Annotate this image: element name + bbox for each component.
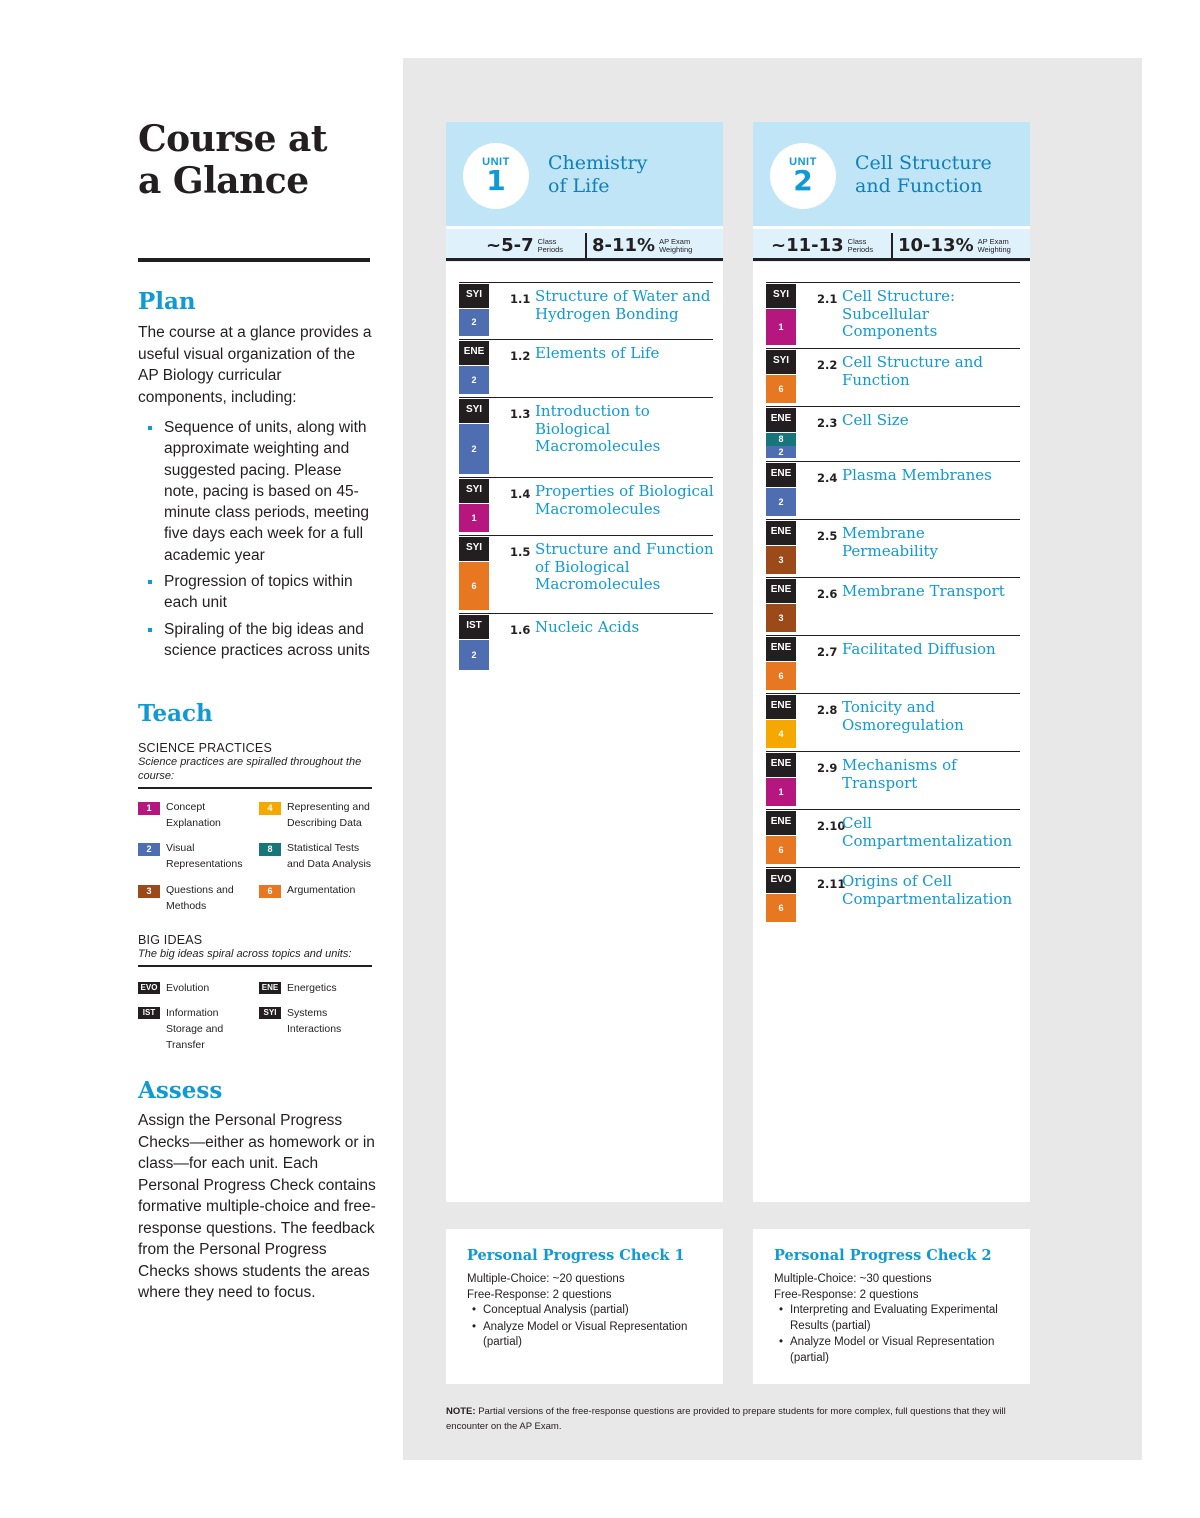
- big-idea-tag: ENE: [766, 463, 796, 487]
- science-practice-bar: 2: [766, 488, 796, 516]
- topic-name[interactable]: Mechanisms of Transport: [842, 756, 957, 792]
- exam-weighting-label-line: AP Exam: [977, 236, 1009, 246]
- unit-label: UNIT: [482, 156, 510, 168]
- page-title-line2: a Glance: [138, 160, 309, 202]
- topic-number: 2.1: [817, 292, 838, 306]
- science-practice-label: Representing and Describing Data: [287, 801, 370, 829]
- exam-weighting-value: 10-13%: [898, 235, 974, 256]
- big-ideas-subtitle: The big ideas spiral across topics and units:: [138, 948, 352, 960]
- class-periods-label-line: Class: [847, 236, 867, 246]
- class-periods-label: [538, 238, 563, 254]
- divider: [138, 965, 372, 967]
- topic-name[interactable]: Origins of Cell Compartmentalization: [842, 872, 1013, 908]
- science-practice-number: 2: [138, 843, 160, 856]
- topic-row: [459, 535, 713, 613]
- big-idea-label: Energetics: [287, 982, 337, 994]
- exam-weighting-label: [978, 238, 1011, 254]
- unit-title-line: Cell Structure: [855, 152, 992, 174]
- unit-badge: [463, 143, 529, 209]
- topic-row: [766, 693, 1020, 751]
- topic-name[interactable]: Structure of Water and Hydrogen Bonding: [535, 287, 711, 323]
- science-practice-item: [259, 800, 377, 831]
- plan-bullet: Sequence of units, along with approximate weighting and suggested pacing. Please note, pacing is based on 45-minute class periods, meeting five days each week for a full academic year: [146, 417, 376, 566]
- stat-divider: [891, 233, 893, 261]
- topic-number: 2.4: [817, 471, 838, 485]
- science-practice-bar: 3: [766, 604, 796, 632]
- big-idea-tag: IST: [138, 1007, 160, 1019]
- big-idea-tag: EVO: [766, 869, 796, 893]
- topic-number: 2.8: [817, 703, 838, 717]
- science-practice-bar: 2: [766, 446, 796, 459]
- topic-number: 1.3: [510, 407, 531, 421]
- science-practice-bar: 1: [459, 504, 489, 532]
- big-idea-tag: ENE: [766, 753, 796, 777]
- unit-stats: [753, 226, 1030, 262]
- stat-divider: [585, 233, 587, 261]
- unit-header: [446, 122, 723, 226]
- topic-row: [766, 406, 1020, 461]
- big-idea-tag: SYI: [766, 350, 796, 374]
- topic-row: [459, 397, 713, 477]
- ppc-title: Personal Progress Check 1: [467, 1247, 685, 1264]
- big-idea-tag: ENE: [259, 982, 281, 994]
- science-practice-number: 4: [259, 802, 281, 815]
- teach-heading: Teach: [138, 700, 213, 727]
- topic-name[interactable]: Cell Compartmentalization: [842, 814, 1013, 850]
- big-idea-item: [259, 1005, 379, 1037]
- unit-stats: [446, 226, 723, 262]
- class-periods: [486, 235, 563, 256]
- science-practice-number: 1: [138, 802, 160, 815]
- ppc-multiple-choice: Multiple-Choice: ~30 questions: [774, 1273, 932, 1285]
- topic-row: [459, 339, 713, 397]
- big-idea-tag: ENE: [766, 637, 796, 661]
- unit-title-line: and Function: [855, 175, 983, 197]
- topic-row: [766, 751, 1020, 809]
- science-practice-number: 8: [259, 843, 281, 856]
- topic-name[interactable]: Plasma Membranes: [842, 466, 992, 484]
- big-idea-item: [138, 1005, 258, 1053]
- personal-progress-check: [753, 1229, 1030, 1384]
- class-periods-label-line: Periods: [847, 244, 874, 254]
- footnote-label: NOTE:: [446, 1406, 476, 1417]
- science-practices-subtitle: Science practices are spiralled throughout the course:: [138, 756, 362, 782]
- science-practice-item: [259, 883, 377, 899]
- big-ideas-header: [138, 933, 372, 967]
- plan-intro: The course at a glance provides a useful visual organization of the AP Biology curricular components, including:: [138, 324, 372, 406]
- science-practice-item: [138, 883, 256, 914]
- class-periods-value: ~5-7: [486, 235, 534, 256]
- topic-number: 2.5: [817, 529, 838, 543]
- big-idea-tag: ENE: [766, 521, 796, 545]
- big-idea-tag: SYI: [766, 284, 796, 308]
- assess-text: Assign the Personal Progress Checks—either as homework or in class—for each unit. Each Personal Progress Check contains formative multiple-choice and free-response questions. The feedback from the Personal Progress Checks shows students the areas where they need to focus.: [138, 1112, 376, 1301]
- page-title: [138, 118, 374, 202]
- class-periods-value: ~11-13: [771, 235, 844, 256]
- science-practice-label: Questions and Methods: [166, 884, 234, 912]
- big-ideas-title: BIG IDEAS: [138, 933, 203, 947]
- topic-name[interactable]: Cell Size: [842, 411, 909, 429]
- topic-number: 1.6: [510, 623, 531, 637]
- science-practice-label: Concept Explanation: [166, 801, 221, 829]
- page-title-line1: Course at: [138, 118, 327, 160]
- ppc-free-response: Free-Response: 2 questions: [774, 1289, 919, 1301]
- divider: [138, 787, 372, 789]
- exam-weighting-label: [659, 238, 692, 254]
- plan-bullet: Progression of topics within each unit: [146, 571, 376, 614]
- science-practice-bar: 1: [766, 778, 796, 806]
- class-periods: [771, 235, 873, 256]
- big-idea-item: [138, 980, 258, 996]
- topic-number: 1.2: [510, 349, 531, 363]
- class-periods-label: [848, 238, 873, 254]
- topic-number: 2.6: [817, 587, 838, 601]
- unit-title: [548, 152, 647, 198]
- science-practice-bar: 2: [459, 366, 489, 394]
- exam-weighting: [898, 235, 1011, 256]
- science-practice-bar: 2: [459, 424, 489, 474]
- ppc-list: [779, 1303, 1019, 1367]
- topic-row: [766, 867, 1020, 925]
- title-divider: [138, 258, 370, 262]
- science-practice-item: [138, 841, 256, 872]
- topic-row: [459, 613, 713, 673]
- science-practice-label: Visual Representations: [166, 842, 243, 870]
- topic-name[interactable]: Membrane Permeability: [842, 524, 939, 560]
- topic-number: 1.1: [510, 292, 531, 306]
- topic-number: 2.9: [817, 761, 838, 775]
- topic-number: 2.3: [817, 416, 838, 430]
- class-periods-label-line: Periods: [537, 244, 564, 254]
- topic-name[interactable]: Properties of Biological Macromolecules: [535, 482, 714, 518]
- topic-row: [766, 348, 1020, 406]
- big-idea-tag: ENE: [766, 579, 796, 603]
- topic-name[interactable]: Elements of Life: [535, 344, 660, 362]
- unit-header: [753, 122, 1030, 226]
- topic-name[interactable]: Tonicity and Osmoregulation: [842, 698, 964, 734]
- science-practice-label: Statistical Tests and Data Analysis: [287, 842, 372, 870]
- big-idea-tag: EVO: [138, 982, 160, 994]
- topic-number: 1.5: [510, 545, 531, 559]
- big-idea-tag: ENE: [766, 408, 796, 432]
- science-practice-label: Argumentation: [287, 884, 356, 896]
- topic-row: [766, 461, 1020, 519]
- science-practice-item: [138, 800, 256, 831]
- assess-heading: Assess: [138, 1077, 223, 1104]
- unit-title: [855, 152, 992, 198]
- science-practice-bar: 8: [766, 433, 796, 446]
- science-practice-bar: 6: [459, 562, 489, 610]
- big-idea-tag: SYI: [459, 537, 489, 561]
- science-practice-bar: 4: [766, 720, 796, 748]
- topic-row: [766, 519, 1020, 577]
- ppc-multiple-choice: Multiple-Choice: ~20 questions: [467, 1273, 625, 1285]
- science-practice-bar: 6: [766, 894, 796, 922]
- science-practice-item: [259, 841, 377, 872]
- exam-weighting-label-line: Weighting: [977, 244, 1011, 254]
- topic-number: 2.10: [817, 819, 846, 833]
- science-practice-bar: 6: [766, 662, 796, 690]
- exam-weighting-label-line: Weighting: [659, 244, 693, 254]
- big-idea-item: [259, 980, 379, 996]
- big-idea-tag: ENE: [766, 811, 796, 835]
- topic-name[interactable]: Nucleic Acids: [535, 618, 640, 636]
- topic-name[interactable]: Cell Structure and Function: [842, 353, 983, 389]
- topic-number: 2.2: [817, 358, 838, 372]
- science-practice-bar: 3: [766, 546, 796, 574]
- unit-column: [446, 122, 723, 1202]
- science-practice-number: 6: [259, 885, 281, 898]
- topic-row: [766, 577, 1020, 635]
- science-practice-bar: 6: [766, 375, 796, 403]
- exam-weighting: [592, 235, 692, 256]
- big-idea-tag: SYI: [459, 399, 489, 423]
- unit-number: 2: [793, 164, 813, 197]
- topic-row: [766, 635, 1020, 693]
- topic-row: [459, 477, 713, 535]
- big-idea-tag: SYI: [459, 479, 489, 503]
- big-idea-tag: IST: [459, 615, 489, 639]
- science-practice-bar: 1: [766, 309, 796, 345]
- big-idea-tag: SYI: [459, 284, 489, 308]
- plan-heading: Plan: [138, 288, 196, 315]
- stats-rule: [753, 258, 1030, 261]
- exam-weighting-label-line: AP Exam: [659, 236, 691, 246]
- science-practice-bar: 2: [459, 640, 489, 670]
- topic-number: 2.7: [817, 645, 838, 659]
- plan-bullet: Spiraling of the big ideas and science practices across units: [146, 619, 376, 662]
- class-periods-label-line: Class: [537, 236, 557, 246]
- ppc-list-item: • Analyze Model or Visual Representation (partial): [779, 1335, 1019, 1366]
- topic-row: [766, 809, 1020, 867]
- unit-number: 1: [486, 164, 506, 197]
- ppc-list-item: • Analyze Model or Visual Representation (partial): [472, 1320, 712, 1351]
- topic-name[interactable]: Facilitated Diffusion: [842, 640, 996, 658]
- topic-row: [459, 282, 713, 339]
- ppc-list: [472, 1303, 712, 1352]
- plan-bullets: [146, 417, 376, 666]
- science-practice-bar: 6: [766, 836, 796, 864]
- ppc-free-response: Free-Response: 2 questions: [467, 1289, 612, 1301]
- ppc-list-item: • Conceptual Analysis (partial): [472, 1303, 712, 1319]
- stats-rule: [446, 258, 723, 261]
- topic-name[interactable]: Structure and Function of Biological Macromolecules: [535, 540, 714, 593]
- big-idea-tag: SYI: [259, 1007, 281, 1019]
- topic-name[interactable]: Cell Structure: Subcellular Components: [842, 287, 956, 340]
- big-idea-label: Information Storage and Transfer: [166, 1007, 224, 1051]
- footnote-text: Partial versions of the free-response questions are provided to prepare students for more complex, full questions that they will encounter on the AP Exam.: [446, 1406, 1006, 1432]
- footnote: [446, 1404, 1036, 1434]
- unit-badge: [770, 143, 836, 209]
- science-practices-title: SCIENCE PRACTICES: [138, 741, 272, 755]
- unit-column: [753, 122, 1030, 1202]
- topic-row: [766, 282, 1020, 348]
- unit-title-line: of Life: [548, 175, 610, 197]
- ppc-list-item: • Interpreting and Evaluating Experimental Results (partial): [779, 1303, 1019, 1334]
- topic-number: 2.11: [817, 877, 846, 891]
- topic-name[interactable]: Membrane Transport: [842, 582, 1005, 600]
- science-practice-number: 3: [138, 885, 160, 898]
- unit-title-line: Chemistry: [548, 152, 648, 174]
- ppc-title: Personal Progress Check 2: [774, 1247, 992, 1264]
- science-practices-header: [138, 741, 372, 789]
- topic-number: 1.4: [510, 487, 531, 501]
- unit-label: UNIT: [789, 156, 817, 168]
- big-idea-label: Evolution: [166, 982, 210, 994]
- exam-weighting-value: 8-11%: [592, 235, 656, 256]
- big-idea-label: Systems Interactions: [287, 1007, 342, 1035]
- topic-name[interactable]: Introduction to Biological Macromolecules: [535, 402, 661, 455]
- big-idea-tag: ENE: [766, 695, 796, 719]
- personal-progress-check: [446, 1229, 723, 1384]
- science-practice-bar: 2: [459, 309, 489, 336]
- big-idea-tag: ENE: [459, 341, 489, 365]
